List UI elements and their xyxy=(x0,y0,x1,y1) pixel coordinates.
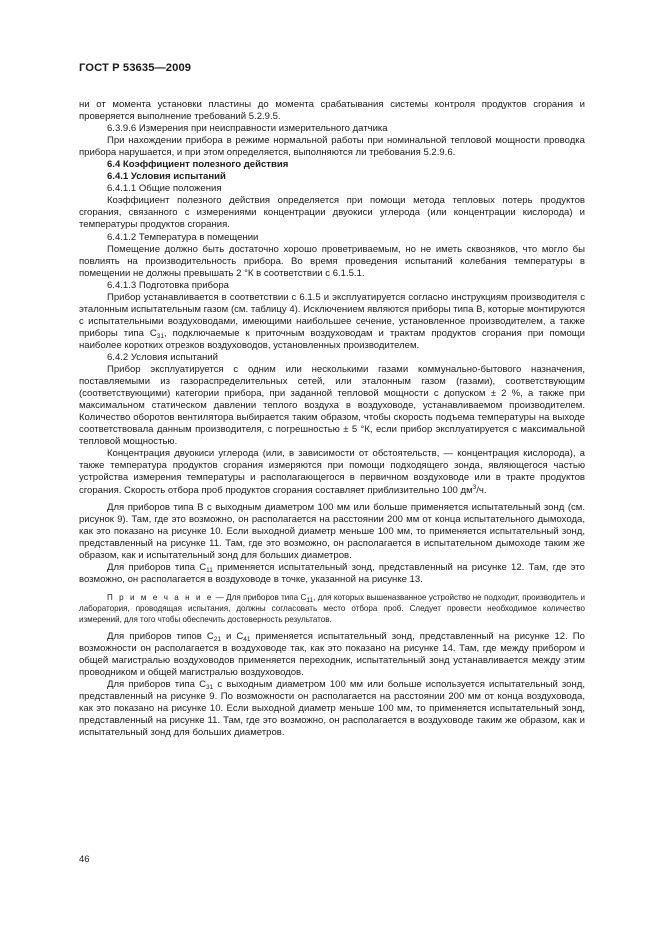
subscript: 21 xyxy=(213,635,221,643)
page-header-standard: ГОСТ Р 53635—2009 xyxy=(79,62,192,74)
note-label: П р и м е ч а н и е xyxy=(107,592,214,602)
text-run: /ч. xyxy=(476,484,487,496)
paragraph: Прибор эксплуатируется с одним или несколькими газами коммунально-бытового назначения, поставляемыми из газораспределительных сетей, или эталонным газом (газами), соответствующим (соответствующими) категории прибора, при заданной тепловой мощности с допуском ± 2 %, а также при максимальном статическом давлении теплого воздуха в воздуховоде, устанавливаемом производителем. Количество оборотов вентилятора выбирается таким образом, чтобы скорость подъема температуры на выходе соответствовала данным производителя, с погрешностью ± 5 °К, если прибор эксплуатируется с максимальной тепловой мощностью. xyxy=(79,364,585,448)
text-run: Концентрация двуокиси углерода (или, в зависимости от обстоятельств, — концентрация кислорода), а также температура продуктов сгорания измеряются при помощи подходящего зонда, являющегося частью устройства измерения температуры и располагающегося в первичном воздуховоде или в тракте продуктов сгорания. Скорость отбора проб продуктов сгорания составляет приблизительно 100 дм xyxy=(79,448,585,496)
clause-6-4-2-title: 6.4.2 Условия испытаний xyxy=(107,351,218,363)
page-number: 46 xyxy=(79,854,90,865)
text-run: , подключаемые к приточным воздуховодам и трактам продуктов сгорания при помощи наиболее коротких отрезков воздуховодов, установленных производителем. xyxy=(79,327,585,351)
subscript: 31 xyxy=(206,684,214,692)
section-6-4-1-heading: 6.4.1 Условия испытаний xyxy=(107,171,226,183)
subscript: 41 xyxy=(243,635,251,643)
subscript: 11 xyxy=(306,596,314,604)
text-run: Для приборов типа С xyxy=(107,561,207,573)
paragraph: Помещение должно быть достаточно хорошо проветриваемым, но не иметь сквозняков, что могло бы повлиять на производительность прибора. Во время проведения испытаний колебания температуры в помещении не должны превышать 2 °К в соответствии с 6.1.5.1. xyxy=(79,243,585,279)
paragraph: Коэффициент полезного действия определяется при помощи метода тепловых потерь продуктов сгорания, связанного с измерениями концентрации двуокиси углерода (или концентрации кислорода) и температуры продуктов сгорания. xyxy=(79,195,585,231)
text-run: — Для приборов типа С xyxy=(213,592,307,602)
paragraph xyxy=(79,631,585,679)
superscript: 3 xyxy=(472,483,477,491)
note xyxy=(79,592,585,625)
text-run: применяется испытательный зонд, представленный на рисунке 12. По возможности он располагается в воздуховоде так, как это показано на рисунке 14. Там, где между прибором и общей магистралью воздуховодов применяется переходник, испытательный зонд устанавливается между этим проводником и общей магистралью воздуховодов. xyxy=(79,630,585,679)
text-run: Для приборов типов С xyxy=(107,630,214,642)
text-run: , для которых вышеназванное устройство не подходит, производитель и лаборатория, проводящая испытания, должны согласовать место отбора проб. Следует провести необходимое количество измерений, для того чтобы обеспечить достоверность результатов. xyxy=(79,592,585,624)
paragraph xyxy=(79,562,585,586)
paragraph: Для приборов типа В с выходным диаметром 100 мм или больше применяется испытательный зонд (см. рисунок 9). Там, где это возможно, он располагается на расстоянии 200 мм от конца испытательного дымохода, как это показано на рисунке 10. Если выходной диаметр меньше 100 мм, то применяется испытательный зонд, представленный на рисунке 11. Там, где это возможно, он располагается в испытательном дымоходе таким же образом, как и испытательный зонд для больших диаметров. xyxy=(79,501,585,561)
paragraph xyxy=(79,448,585,496)
clause-6-4-1-3-title: 6.4.1.3 Подготовка прибора xyxy=(107,279,229,291)
text-run: Для приборов типа С xyxy=(107,679,206,691)
paragraph-continuation: ни от момента установки пластины до момента срабатывания системы контроля продуктов сгорания и проверяется выполнение требований 5.2.9.5. xyxy=(79,99,585,123)
text-run: и С xyxy=(220,630,244,642)
clause-6-4-1-2-title: 6.4.1.2 Температура в помещении xyxy=(107,231,259,243)
clause-6-4-1-1-title: 6.4.1.1 Общие положения xyxy=(107,183,222,195)
text-run: применяется испытательный зонд, представленный на рисунке 12. Там, где это возможно, он располагается в воздуховоде в точке, указанной на рисунке 13. xyxy=(79,561,585,585)
subscript: 31 xyxy=(156,332,164,340)
subscript: 11 xyxy=(206,566,213,574)
paragraph xyxy=(79,292,585,352)
body-text xyxy=(79,99,585,739)
text-run: Прибор устанавливается в соответствии с 6.1.5 и эксплуатируется согласно инструкциям производителя с эталонным испытательным газом (см. таблицу 4). Исключением являются приборы типа В, которые монтируются с испытательными воздуховодами, имеющими наибольшее сечение, установленное производителем, а также приборы типа С xyxy=(79,291,585,339)
text-run: с выходным диаметром 100 мм или больше используется испытательный зонд, представленный на рисунке 9. По возможности он располагается на расстоянии 200 мм от конца воздуховода, как это показано на рисунке 10. Если выходной диаметр меньше 100 мм, то применяется испытательный зонд, представленный на рисунке 11. Там, где это возможно, он располагается в воздуховоде таким же образом, как и испытательный зонд для больших диаметров. xyxy=(79,679,585,739)
clause-6-3-9-6-title: 6.3.9.6 Измерения при неисправности измерительного датчика xyxy=(107,123,388,135)
paragraph: При нахождении прибора в режиме нормальной работы при номинальной тепловой мощности проводка прибора нарушается, и при этом определяется, выполняются ли требования 5.2.9.6. xyxy=(79,135,585,159)
paragraph xyxy=(79,679,585,739)
section-6-4-heading: 6.4 Коэффициент полезного действия xyxy=(107,159,289,171)
